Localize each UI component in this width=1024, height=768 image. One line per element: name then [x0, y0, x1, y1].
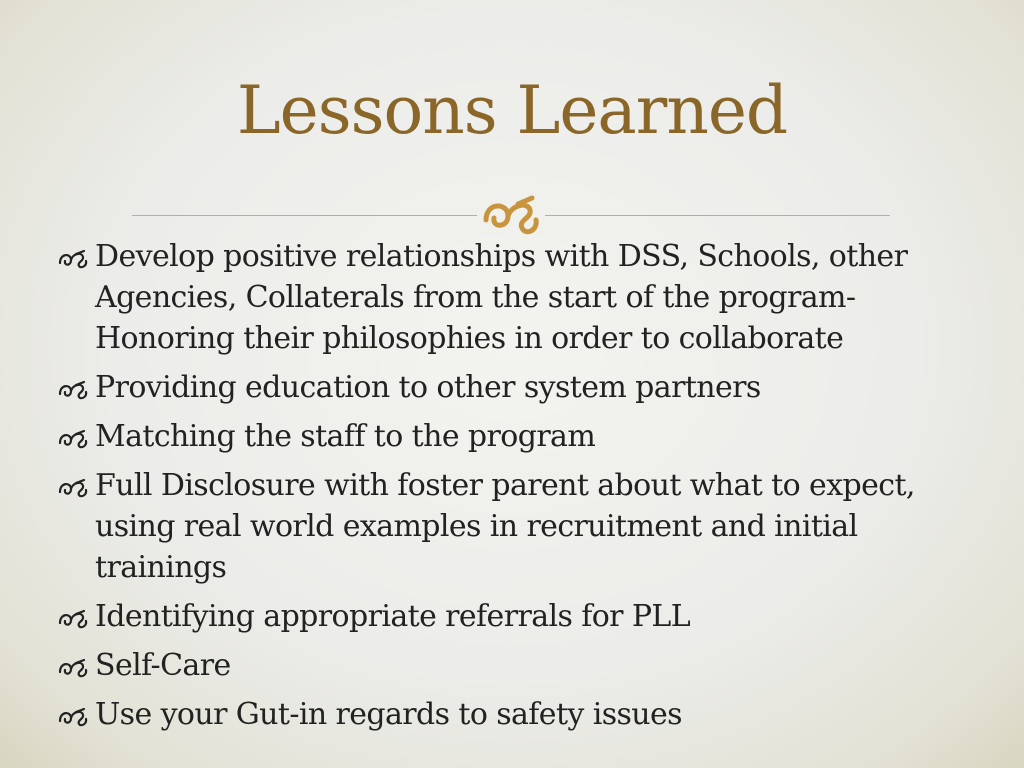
flourish-bullet-icon [56, 655, 90, 679]
title-divider-right [545, 215, 890, 216]
flourish-bullet-icon [56, 606, 90, 630]
flourish-bullet-icon [56, 377, 90, 401]
bullet-text: Full Disclosure with foster parent about what to expect, using real world examples in recruitment and initial trainings [95, 468, 915, 585]
flourish-bullet-icon [56, 246, 90, 270]
bullet-text: Self-Care [95, 648, 231, 683]
title-divider-left [132, 215, 477, 216]
flourish-bullet-icon [56, 426, 90, 450]
bullet-text: Providing education to other system partners [95, 370, 761, 405]
bullet-item [56, 465, 956, 588]
ornament-icon [478, 190, 544, 238]
bullet-text: Matching the staff to the program [95, 419, 596, 454]
bullet-text: Use your Gut-in regards to safety issues [95, 697, 682, 732]
slide-title: Lessons Learned [236, 72, 788, 149]
bullet-item [56, 416, 956, 457]
bullet-item [56, 694, 956, 735]
bullet-text: Identifying appropriate referrals for PLL [95, 599, 691, 634]
bullet-text: Develop positive relationships with DSS, Schools, other Agencies, Collaterals from the start of the program-Honoring their philosophies in order to collaborate [95, 239, 908, 356]
bullet-item [56, 645, 956, 686]
flourish-bullet-icon [56, 704, 90, 728]
bullet-item [56, 367, 956, 408]
bullet-item [56, 596, 956, 637]
bullet-item [56, 236, 956, 359]
bullet-list [56, 236, 956, 743]
flourish-bullet-icon [56, 475, 90, 499]
